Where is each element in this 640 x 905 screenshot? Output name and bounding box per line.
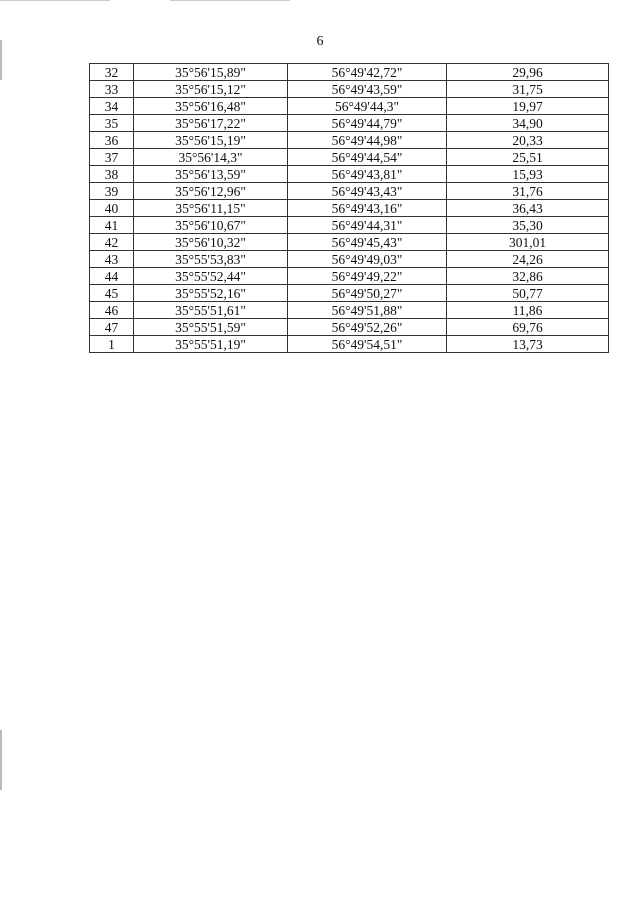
distance-cell: 34,90 bbox=[447, 115, 609, 132]
latitude-cell: 56°49'43,43" bbox=[288, 183, 447, 200]
table-row bbox=[90, 200, 609, 217]
point-number-cell: 32 bbox=[90, 64, 134, 81]
latitude-cell: 56°49'50,27" bbox=[288, 285, 447, 302]
table-row bbox=[90, 115, 609, 132]
table-row bbox=[90, 302, 609, 319]
latitude-cell: 56°49'52,26" bbox=[288, 319, 447, 336]
distance-cell: 11,86 bbox=[447, 302, 609, 319]
scan-edge-top-middle bbox=[170, 0, 290, 1]
point-number-cell: 40 bbox=[90, 200, 134, 217]
distance-cell: 29,96 bbox=[447, 64, 609, 81]
table-row bbox=[90, 98, 609, 115]
point-number-cell: 1 bbox=[90, 336, 134, 353]
distance-cell: 31,76 bbox=[447, 183, 609, 200]
point-number-cell: 41 bbox=[90, 217, 134, 234]
point-number-cell: 37 bbox=[90, 149, 134, 166]
distance-cell: 19,97 bbox=[447, 98, 609, 115]
coordinates-table-body bbox=[90, 64, 609, 353]
table-row bbox=[90, 285, 609, 302]
longitude-cell: 35°55'51,61" bbox=[134, 302, 288, 319]
point-number-cell: 45 bbox=[90, 285, 134, 302]
distance-cell: 50,77 bbox=[447, 285, 609, 302]
point-number-cell: 44 bbox=[90, 268, 134, 285]
table-row bbox=[90, 251, 609, 268]
latitude-cell: 56°49'43,59" bbox=[288, 81, 447, 98]
distance-cell: 13,73 bbox=[447, 336, 609, 353]
latitude-cell: 56°49'43,81" bbox=[288, 166, 447, 183]
longitude-cell: 35°55'52,16" bbox=[134, 285, 288, 302]
distance-cell: 301,01 bbox=[447, 234, 609, 251]
longitude-cell: 35°56'10,32" bbox=[134, 234, 288, 251]
distance-cell: 20,33 bbox=[447, 132, 609, 149]
coordinates-table bbox=[89, 63, 609, 353]
point-number-cell: 38 bbox=[90, 166, 134, 183]
table-row bbox=[90, 132, 609, 149]
table-row bbox=[90, 217, 609, 234]
longitude-cell: 35°56'17,22" bbox=[134, 115, 288, 132]
latitude-cell: 56°49'44,54" bbox=[288, 149, 447, 166]
latitude-cell: 56°49'44,98" bbox=[288, 132, 447, 149]
distance-cell: 35,30 bbox=[447, 217, 609, 234]
distance-cell: 24,26 bbox=[447, 251, 609, 268]
point-number-cell: 43 bbox=[90, 251, 134, 268]
point-number-cell: 42 bbox=[90, 234, 134, 251]
page-number: 6 bbox=[316, 34, 324, 49]
distance-cell: 69,76 bbox=[447, 319, 609, 336]
point-number-cell: 33 bbox=[90, 81, 134, 98]
point-number-cell: 47 bbox=[90, 319, 134, 336]
latitude-cell: 56°49'49,22" bbox=[288, 268, 447, 285]
latitude-cell: 56°49'43,16" bbox=[288, 200, 447, 217]
latitude-cell: 56°49'45,43" bbox=[288, 234, 447, 251]
table-row bbox=[90, 183, 609, 200]
latitude-cell: 56°49'44,3" bbox=[288, 98, 447, 115]
distance-cell: 32,86 bbox=[447, 268, 609, 285]
point-number-cell: 46 bbox=[90, 302, 134, 319]
longitude-cell: 35°56'11,15" bbox=[134, 200, 288, 217]
point-number-cell: 39 bbox=[90, 183, 134, 200]
table-row bbox=[90, 166, 609, 183]
table-row bbox=[90, 149, 609, 166]
longitude-cell: 35°56'14,3" bbox=[134, 149, 288, 166]
distance-cell: 36,43 bbox=[447, 200, 609, 217]
longitude-cell: 35°56'10,67" bbox=[134, 217, 288, 234]
longitude-cell: 35°56'12,96" bbox=[134, 183, 288, 200]
latitude-cell: 56°49'54,51" bbox=[288, 336, 447, 353]
latitude-cell: 56°49'44,79" bbox=[288, 115, 447, 132]
table-row bbox=[90, 64, 609, 81]
longitude-cell: 35°56'16,48" bbox=[134, 98, 288, 115]
longitude-cell: 35°56'15,19" bbox=[134, 132, 288, 149]
latitude-cell: 56°49'44,31" bbox=[288, 217, 447, 234]
longitude-cell: 35°55'52,44" bbox=[134, 268, 288, 285]
latitude-cell: 56°49'49,03" bbox=[288, 251, 447, 268]
point-number-cell: 35 bbox=[90, 115, 134, 132]
longitude-cell: 35°56'15,12" bbox=[134, 81, 288, 98]
table-row bbox=[90, 81, 609, 98]
table-row bbox=[90, 336, 609, 353]
longitude-cell: 35°56'15,89" bbox=[134, 64, 288, 81]
distance-cell: 25,51 bbox=[447, 149, 609, 166]
table-row bbox=[90, 234, 609, 251]
point-number-cell: 36 bbox=[90, 132, 134, 149]
point-number-cell: 34 bbox=[90, 98, 134, 115]
longitude-cell: 35°55'51,59" bbox=[134, 319, 288, 336]
longitude-cell: 35°55'53,83" bbox=[134, 251, 288, 268]
distance-cell: 15,93 bbox=[447, 166, 609, 183]
distance-cell: 31,75 bbox=[447, 81, 609, 98]
table-row bbox=[90, 319, 609, 336]
scan-edge-left-lower bbox=[0, 730, 2, 790]
scan-edge-top-left bbox=[0, 0, 110, 1]
longitude-cell: 35°56'13,59" bbox=[134, 166, 288, 183]
table-row bbox=[90, 268, 609, 285]
latitude-cell: 56°49'51,88" bbox=[288, 302, 447, 319]
longitude-cell: 35°55'51,19" bbox=[134, 336, 288, 353]
latitude-cell: 56°49'42,72" bbox=[288, 64, 447, 81]
